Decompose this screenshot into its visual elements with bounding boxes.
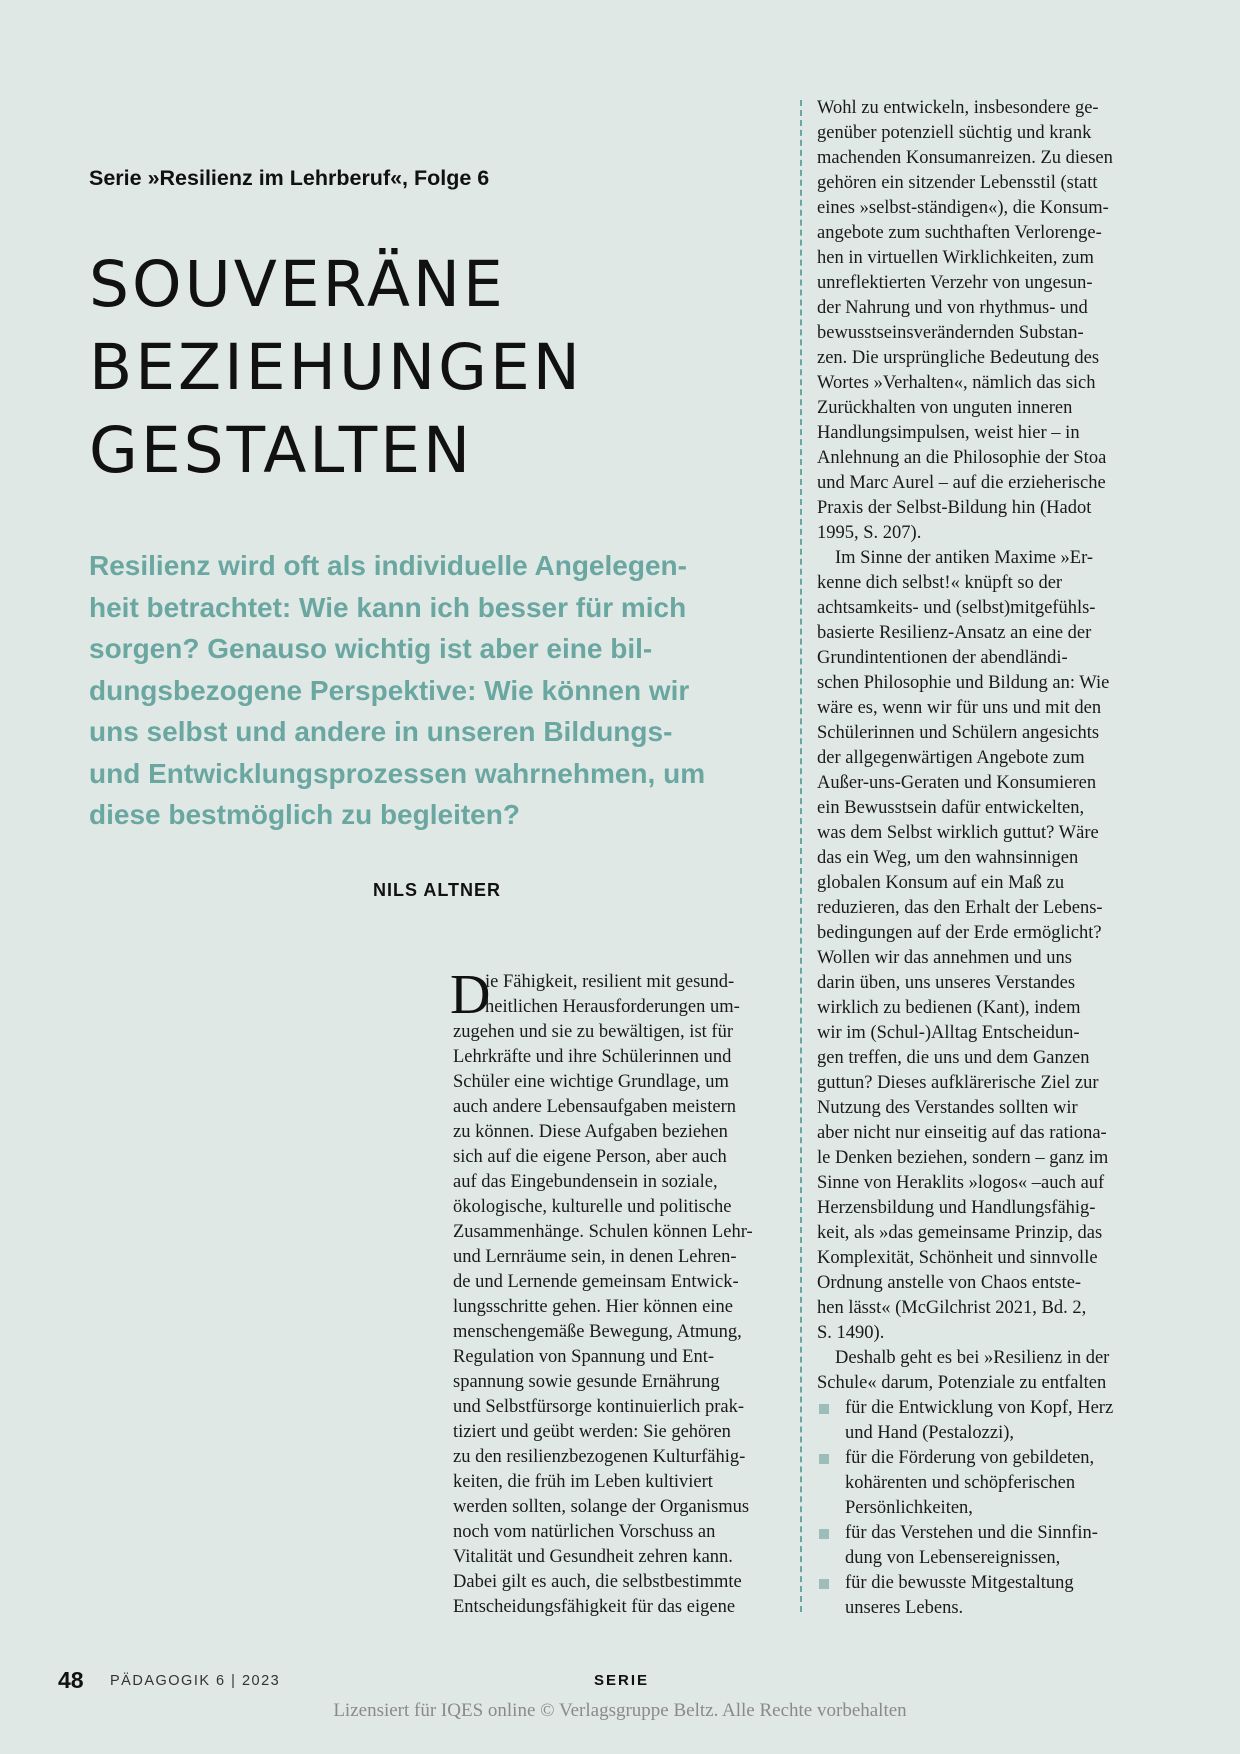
- bullet-text: für die bewusste Mitgestaltung: [845, 1573, 1074, 1593]
- title-line: GESTALTEN: [89, 414, 474, 487]
- title-line: BEZIEHUNGEN: [89, 331, 583, 404]
- text-line: wir im (Schul-)Alltag Entscheidun-: [817, 1023, 1080, 1043]
- text-line: wirklich zu bedienen (Kant), indem: [817, 998, 1081, 1018]
- text-line: Außer-uns-Geraten und Konsumieren: [817, 773, 1097, 793]
- text-line: kenne dich selbst!« knüpft so der: [817, 573, 1063, 593]
- text-line: eines »selbst-ständigen«), die Konsum-: [817, 198, 1109, 218]
- text-line: 1995, S. 207).: [817, 523, 922, 543]
- text-line: und Selbstfürsorge kontinuierlich prak-: [453, 1397, 744, 1417]
- text-line: le Denken beziehen, sondern – ganz im: [817, 1148, 1109, 1168]
- text-line: zu können. Diese Aufgaben beziehen: [453, 1122, 728, 1142]
- text-line: Handlungsimpulsen, weist hier – in: [817, 423, 1080, 443]
- text-line: Regulation von Spannung und Ent-: [453, 1347, 715, 1367]
- text-line: guttun? Dieses aufklärerische Ziel zur: [817, 1073, 1099, 1093]
- text-line: achtsamkeits- und (selbst)mitgefühls-: [817, 598, 1096, 618]
- text-line: Grundintentionen der abendländi-: [817, 648, 1068, 668]
- text-line: Nutzung des Verstandes sollten wir: [817, 1098, 1078, 1118]
- text-line: ein Bewusstsein dafür entwickelten,: [817, 798, 1085, 818]
- page-number: 48: [58, 1667, 84, 1693]
- text-line: auf das Eingebundensein in soziale,: [453, 1172, 718, 1192]
- text-line: Lehrkräfte und ihre Schülerinnen und: [453, 1047, 732, 1067]
- text-line: gen treffen, die uns und dem Ganzen: [817, 1048, 1090, 1068]
- text-line: S. 1490).: [817, 1323, 885, 1343]
- section-label: SERIE: [594, 1672, 650, 1689]
- text-line: auch andere Lebensaufgaben meistern: [453, 1097, 737, 1117]
- text-line: ökologische, kulturelle und politische: [453, 1197, 732, 1217]
- text-line: zen. Die ursprüngliche Bedeutung des: [817, 348, 1100, 368]
- text-line: Schüler eine wichtige Grundlage, um: [453, 1072, 729, 1092]
- column-divider: [800, 100, 802, 1612]
- text-line: machenden Konsumanreizen. Zu diesen: [817, 148, 1113, 168]
- text-line: und Lernräume sein, in denen Lehren-: [453, 1247, 737, 1267]
- lead-line: diese bestmöglich zu begleiten?: [89, 799, 520, 830]
- body-column-2: [817, 96, 1157, 1621]
- author-name: NILS ALTNER: [373, 880, 501, 900]
- drop-cap: D: [450, 964, 491, 1026]
- lead-line: dungsbezogene Perspektive: Wie können wir: [89, 674, 690, 706]
- text-line: Deshalb geht es bei »Resilienz in der: [835, 1348, 1110, 1368]
- title-line: SOUVERÄNE: [89, 248, 506, 321]
- text-line: Sinne von Heraklits »logos« –auch auf: [817, 1173, 1105, 1193]
- text-line: der allgegenwärtigen Angebote zum: [817, 748, 1085, 768]
- text-line: Wortes »Verhalten«, nämlich das sich: [817, 373, 1096, 393]
- text-line: Wohl zu entwickeln, insbesondere ge-: [817, 98, 1099, 118]
- text-line: Im Sinne der antiken Maxime »Er-: [835, 548, 1094, 568]
- lead-line: und Entwicklungsprozessen wahrnehmen, um: [89, 757, 706, 789]
- text-line: bewusstseinsverändernden Substan-: [817, 323, 1084, 343]
- bullet-item-continuation: unseres Lebens.: [845, 1598, 964, 1618]
- text-line: ie Fähigkeit, resilient mit gesund-: [485, 972, 735, 992]
- text-line: heitlichen Herausforderungen um-: [485, 997, 740, 1017]
- text-line: angebote zum suchthaften Verlorenge-: [817, 223, 1102, 243]
- text-line: werden sollten, solange der Organismus: [453, 1497, 750, 1517]
- text-line: noch vom natürlichen Vorschuss an: [453, 1522, 716, 1542]
- text-line: und Marc Aurel – auf die erzieherische: [817, 473, 1106, 493]
- article-title: [89, 243, 769, 492]
- text-line: gehören ein sitzender Lebensstil (statt: [817, 173, 1098, 193]
- text-line: darin üben, uns unseres Verstandes: [817, 973, 1076, 993]
- text-line: globalen Konsum auf ein Maß zu: [817, 873, 1065, 893]
- text-line: Praxis der Selbst-Bildung hin (Hadot: [817, 498, 1092, 518]
- text-line: schen Philosophie und Bildung an: Wie: [817, 673, 1110, 693]
- text-line: keit, als »das gemeinsame Prinzip, das: [817, 1223, 1103, 1243]
- text-line: Ordnung anstelle von Chaos entste-: [817, 1273, 1082, 1293]
- text-line: unreflektierten Verzehr von ungesun-: [817, 273, 1093, 293]
- text-line: Dabei gilt es auch, die selbstbestimmte: [453, 1572, 742, 1592]
- text-line: Entscheidungsfähigkeit für das eigene: [453, 1597, 736, 1617]
- bullet-item-continuation: Persönlichkeiten,: [845, 1498, 973, 1518]
- text-line: wäre es, wenn wir für uns und mit den: [817, 698, 1102, 718]
- journal-issue: PÄDAGOGIK 6 | 2023: [110, 1673, 281, 1689]
- text-line: Herzensbildung und Handlungsfähig-: [817, 1198, 1096, 1218]
- bullet-item-continuation: und Hand (Pestalozzi),: [845, 1423, 1015, 1443]
- bullet-item-continuation: dung von Lebensereignissen,: [845, 1548, 1061, 1568]
- text-line: zu den resilienzbezogenen Kulturfähig-: [453, 1447, 746, 1467]
- text-line: hen lässt« (McGilchrist 2021, Bd. 2,: [817, 1298, 1087, 1318]
- license-notice: Lizensiert für IQES online © Verlagsgruppe Beltz. Alle Rechte vorbehalten: [333, 1700, 907, 1721]
- text-line: de und Lernende gemeinsam Entwick-: [453, 1272, 739, 1292]
- text-line: Vitalität und Gesundheit zehren kann.: [453, 1547, 733, 1567]
- text-line: der Nahrung und von rhythmus- und: [817, 298, 1088, 318]
- square-bullet-icon: [819, 1579, 829, 1589]
- body-column-1: [453, 970, 793, 1620]
- text-line: Zusammenhänge. Schulen können Lehr-: [453, 1222, 753, 1242]
- bullet-text: für die Entwicklung von Kopf, Herz: [845, 1398, 1114, 1418]
- lead-line: heit betrachtet: Wie kann ich besser für mich: [89, 591, 687, 623]
- text-line: aber nicht nur einseitig auf das rationa-: [817, 1123, 1107, 1143]
- text-line: Komplexität, Schönheit und sinnvolle: [817, 1248, 1098, 1268]
- bullet-item: [817, 1396, 1157, 1421]
- bullet-text: für das Verstehen und die Sinnfin-: [845, 1523, 1098, 1543]
- text-line: sich auf die eigene Person, aber auch: [453, 1147, 727, 1167]
- text-line: Anlehnung an die Philosophie der Stoa: [817, 448, 1107, 468]
- text-line: reduzieren, das den Erhalt der Lebens-: [817, 898, 1103, 918]
- text-line: genüber potenziell süchtig und krank: [817, 123, 1092, 143]
- bullet-text: für die Förderung von gebildeten,: [845, 1448, 1095, 1468]
- series-label: Serie »Resilienz im Lehrberuf«, Folge 6: [89, 166, 490, 190]
- bullet-item: [817, 1571, 1157, 1596]
- bullet-item: [817, 1521, 1157, 1546]
- text-line: keiten, die früh im Leben kultiviert: [453, 1472, 713, 1492]
- text-line: tiziert und geübt werden: Sie gehören: [453, 1422, 731, 1442]
- text-line: zugehen und sie zu bewältigen, ist für: [453, 1022, 733, 1042]
- square-bullet-icon: [819, 1529, 829, 1539]
- lead-paragraph: [89, 545, 789, 836]
- text-line: Wollen wir das annehmen und uns: [817, 948, 1072, 968]
- lead-line: Resilienz wird oft als individuelle Angelegen-: [89, 550, 687, 581]
- text-line: Schule« darum, Potenziale zu entfalten: [817, 1373, 1107, 1393]
- text-line: Zurückhalten von unguten inneren: [817, 398, 1073, 418]
- text-line: das ein Weg, um den wahnsinnigen: [817, 848, 1079, 868]
- text-line: bedingungen auf der Erde ermöglicht?: [817, 923, 1102, 943]
- lead-line: uns selbst und andere in unseren Bildungs-: [89, 716, 673, 747]
- text-line: spannung sowie gesunde Ernährung: [453, 1372, 720, 1392]
- lead-line: sorgen? Genauso wichtig ist aber eine bil-: [89, 633, 653, 664]
- text-line: lungsschritte gehen. Hier können eine: [453, 1297, 733, 1317]
- bullet-item-continuation: kohärenten und schöpferischen: [845, 1473, 1076, 1493]
- text-line: was dem Selbst wirklich guttut? Wäre: [817, 823, 1099, 843]
- text-line: basierte Resilienz-Ansatz an eine der: [817, 623, 1092, 643]
- text-line: Schülerinnen und Schülern angesichts: [817, 723, 1100, 743]
- square-bullet-icon: [819, 1454, 829, 1464]
- text-line: menschengemäße Bewegung, Atmung,: [453, 1322, 742, 1342]
- square-bullet-icon: [819, 1404, 829, 1414]
- text-line: hen in virtuellen Wirklichkeiten, zum: [817, 248, 1094, 268]
- bullet-item: [817, 1446, 1157, 1471]
